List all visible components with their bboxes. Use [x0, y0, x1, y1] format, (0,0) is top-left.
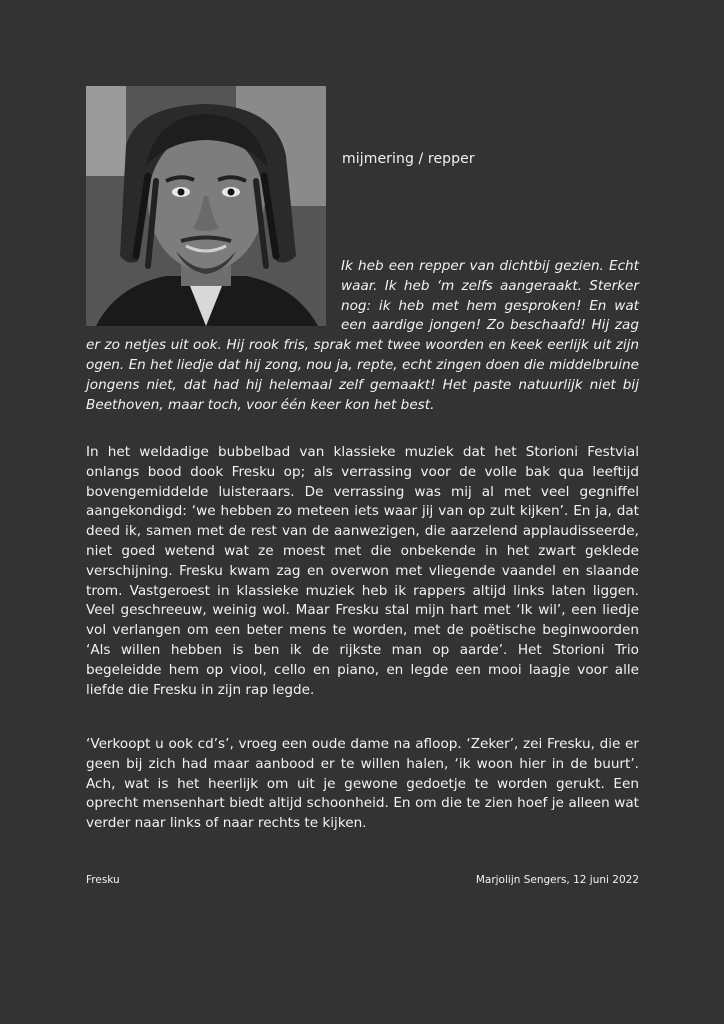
photo-wrap-spacer [86, 257, 341, 336]
intro-paragraph [86, 257, 639, 415]
footer-left: Fresku [86, 874, 120, 886]
intro-text: Ik heb een repper van dichtbij gezien. Echt waar. Ik heb ‘m zelfs aangeraakt. Sterker nog: ik heb met hem gesproken! En wat een aardige jongen! Zo beschaafd! Hij zag er zo netjes uit ook. Hij rook fris, sprak met twee woorden en keek eerlijk uit zijn ogen. En het liedje dat hij zong, nou ja, repte, echt zingen doen die middelbruine jongens niet, dat had hij helemaal zelf gemaakt! Het paste natuurlijk niet bij Beethoven, maar toch, voor één keer kon het best. [86, 258, 639, 413]
body-paragraph-2: ‘Verkoopt u ook cd’s’, vroeg een oude dame na afloop. ‘Zeker’, zei Fresku, die er geen bij zich had maar aanbood er te willen halen, ‘ik woon hier in de buurt’. Ach, wat is het heerlijk om uit je gewone gedoetje te worden gerukt. Een oprecht mensenhart biedt altijd schoonheid. En om die te zien hoef je alleen wat verder naar links of naar rechts te kijken. [86, 736, 639, 832]
body-paragraph-1: In het weldadige bubbelbad van klassieke muziek dat het Storioni Festvial onlangs bood dook Fresku op; als verrassing voor de volle bak qua leeftijd bovengemiddelde luisteraars. De verrassing was mij al met veel gegniffel aangekondigd: ‘we hebben zo meteen iets waar jij van op zult kijken’. En ja, dat deed ik, samen met de rest van de aanwezigen, die aarzelend applaudisseerde, niet goed wetend wat ze moest met die onbekende in het zwart geklede verschijning. Fresku kwam zag en overwon met vliegende vaandel en slaande trom. Vastgeroest in klassieke muziek heb ik rappers altijd links laten liggen. Veel geschreeuw, weinig wol. Maar Fresku stal mijn hart met ‘Ik wil’, een liedje vol verlangen om een beter mens te worden, met de poëtische beginwoorden ‘Als willen hebben is ben ik de rijkste man op aarde’. Het Storioni Trio begeleidde hem op viool, cello en piano, en legde een mooi laagje voor alle liefde die Fresku in zijn rap legde. [86, 444, 639, 698]
footer-right: Marjolijn Sengers, 12 juni 2022 [475, 874, 639, 886]
caption: mijmering / repper [342, 151, 475, 167]
